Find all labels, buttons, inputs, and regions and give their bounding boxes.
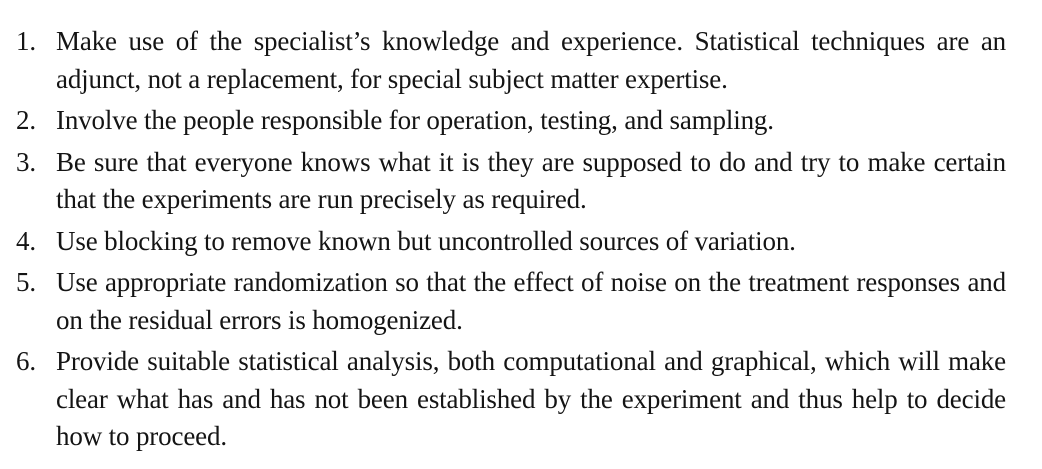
list-item-text: Use blocking to remove known but uncontrolled sources of variation. [56, 225, 796, 256]
list-item-number: 4. [16, 225, 36, 256]
list-item [16, 23, 1006, 98]
list-item [16, 264, 1006, 339]
list-item [16, 144, 1006, 219]
list-item-number: 1. [16, 26, 36, 56]
list-item [16, 102, 1006, 140]
list-item-number: 2. [16, 105, 36, 135]
list-item-text: Make use of the specialist’s knowledge and experience. Statistical techniques are an adjunct, not a replacement, for special subject matter expertise. [56, 26, 1006, 94]
list-item-number: 3. [16, 146, 36, 177]
list-item-text: Use appropriate randomization so that the effect of noise on the treatment responses and on the residual errors is homogenized. [56, 267, 1006, 335]
list-item [16, 343, 1006, 456]
list-item-number: 5. [16, 267, 36, 297]
list-item-number: 6. [16, 346, 36, 376]
list-item [16, 223, 1006, 261]
guideline-list [16, 23, 1006, 460]
list-item-text: Be sure that everyone knows what it is they are supposed to do and try to make certain that the experiments are run precisely as required. [56, 146, 1006, 214]
list-item-text: Involve the people responsible for operation, testing, and sampling. [56, 105, 774, 135]
list-item-text: Provide suitable statistical analysis, both computational and graphical, which will make clear what has and has not been established by the experiment and thus help to decide how to proceed. [56, 346, 1006, 451]
